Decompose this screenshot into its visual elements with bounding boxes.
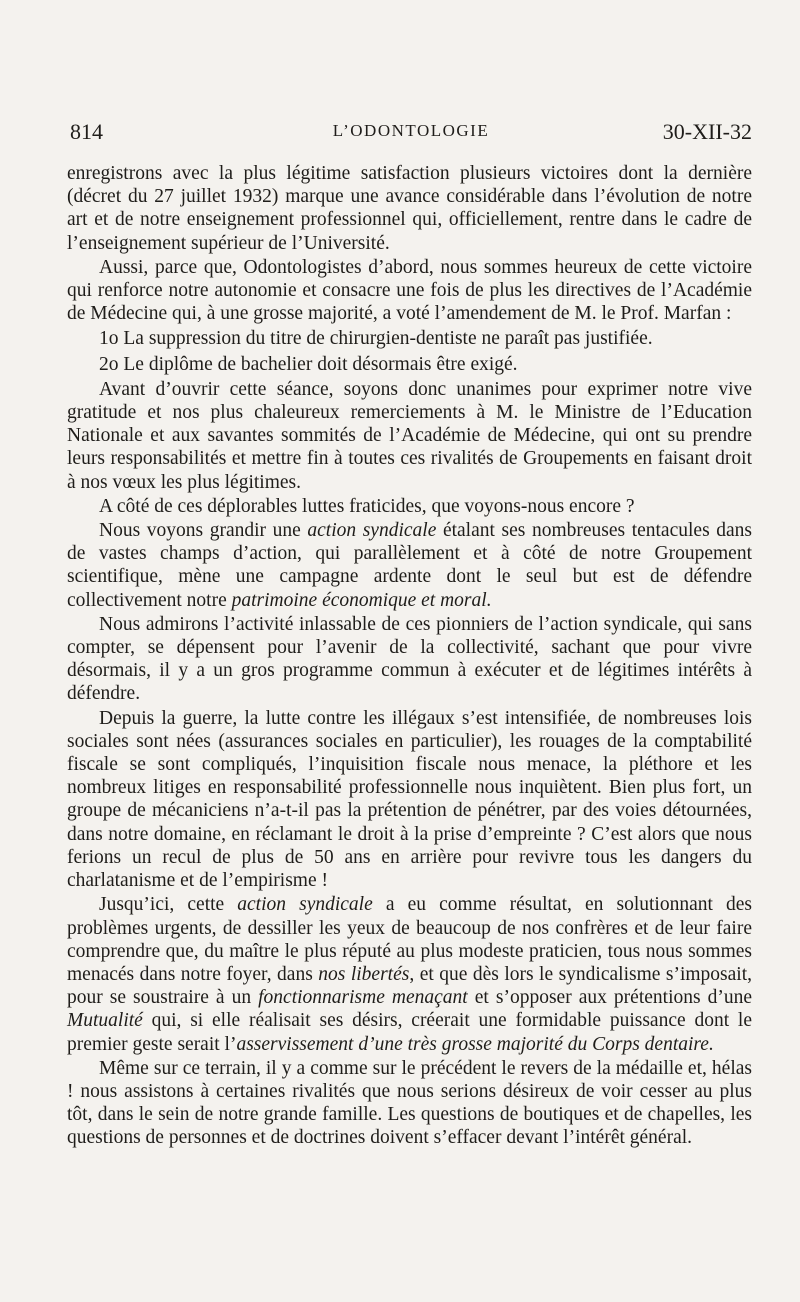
paragraph (67, 519, 752, 612)
italic-run: action syndicale (237, 894, 373, 916)
paragraph: enregistrons avec la plus légitime satisfaction plusieurs victoires dont la dernière (décret du 27 juillet 1932) marque une avance considérable dans l’évolution de notre art et de notre enseignement professionnel qui, officiellement, rentre dans le cadre de l’enseignement supérieur de l’Université. (67, 163, 752, 254)
paragraph (67, 893, 752, 1055)
running-header (70, 119, 752, 149)
issue-date: 30-XII-32 (662, 119, 752, 144)
list-item: 2o Le diplôme de bachelier doit désormais être exigé. (99, 353, 518, 375)
list-item: 1o La suppression du titre de chirurgien-dentiste ne paraît pas justifiée. (99, 328, 653, 350)
journal-title: L’ODONTOLOGIE (332, 121, 490, 140)
paragraph: Nous admirons l’activité inlassable de ces pionniers de l’action syndicale, qui sans compter, se dépensent pour l’avenir de la collectivité, sachant que pour vivre désormais, il y a un gros programme commun à exécuter et de légitimes intérêts à défendre. (67, 613, 752, 705)
italic-run: nos libertés (318, 963, 410, 985)
italic-run: asservissement d’une très grosse majorité du Corps dentaire. (236, 1033, 714, 1055)
text-run: et s’opposer aux prétentions d’une (467, 987, 753, 1009)
page-number: 814 (70, 119, 103, 144)
text-run: étalant ses nombreuses tentacules dans de vastes champs d’action, qui parallèlement et à côté de notre Groupement scientifique, mène une campagne ardente dont le seul but est de défendre collectivement notre (67, 520, 752, 611)
italic-run: fonctionnarisme menaçant (258, 987, 468, 1009)
paragraph: Aussi, parce que, Odontologistes d’abord, nous sommes heureux de cette victoire qui renforce notre autonomie et consacre une fois de plus les directives de l’Académie de Médecine qui, à une grosse majorité, a voté l’amendement de M. le Prof. Marfan : (67, 256, 752, 325)
paragraph: Avant d’ouvrir cette séance, soyons donc unanimes pour exprimer notre vive gratitude et nos plus chaleureux remerciements à M. le Ministre de l’Education Nationale et aux savantes sommités de l’Académie de Médecine, qui ont su prendre leurs responsabilités et mettre fin à toutes ces rivalités de Groupements en faisant droit à nos vœux les plus légitimes. (67, 378, 752, 493)
body-text (67, 162, 752, 1150)
paragraph: A côté de ces déplorables luttes fraticides, que voyons-nous encore ? (99, 495, 635, 517)
italic-run: Mutualité (67, 1010, 143, 1032)
paragraph: Depuis la guerre, la lutte contre les illégaux s’est intensifiée, de nombreuses lois sociales sont nées (assurances sociales en particulier), les rouages de la comptabilité fiscale se sont compliqués, l’inquisition fiscale nous menace, la pléthore et les nombreux litiges en responsabilité professionnelle nous inquiètent. Bien plus fort, un groupe de mécaniciens n’a-t-il pas la prétention de pénétrer, par des voies détournées, dans notre domaine, en réclamant le droit à la prise d’empreinte ? C’est alors que nous ferions un recul de plus de 50 ans en arrière pour revivre tous les dangers du charlatanisme et de l’empirisme ! (67, 707, 752, 892)
text-run: qui, si elle réalisait ses désirs, créerait une formidable puissance dont le premier geste serait l’ (67, 1010, 752, 1055)
text-run: Jusqu’ici, cette (99, 894, 238, 916)
text-run: Nous voyons grandir une (99, 520, 308, 542)
italic-run: action syndicale (307, 520, 437, 542)
italic-run: patrimoine économique et moral. (231, 589, 492, 611)
text-run: a eu comme résultat, en solutionnant des problèmes urgents, de dessiller les yeux de beaucoup de nos confrères et de leur faire comprendre que, du maître le plus réputé au plus modeste praticien, tous nous sommes menacés dans notre foyer, dans (67, 894, 752, 985)
paragraph: Même sur ce terrain, il y a comme sur le précédent le revers de la médaille et, hélas ! nous assistons à certaines rivalités que nous serions désireux de voir cesser au plus tôt, dans le sein de notre grande famille. Les questions de boutiques et de chapelles, les questions de personnes et de doctrines doivent s’effacer devant l’intérêt général. (67, 1057, 752, 1149)
text-run: , et que dès lors le syndicalisme s’imposait, pour se soustraire à un (67, 963, 752, 1009)
